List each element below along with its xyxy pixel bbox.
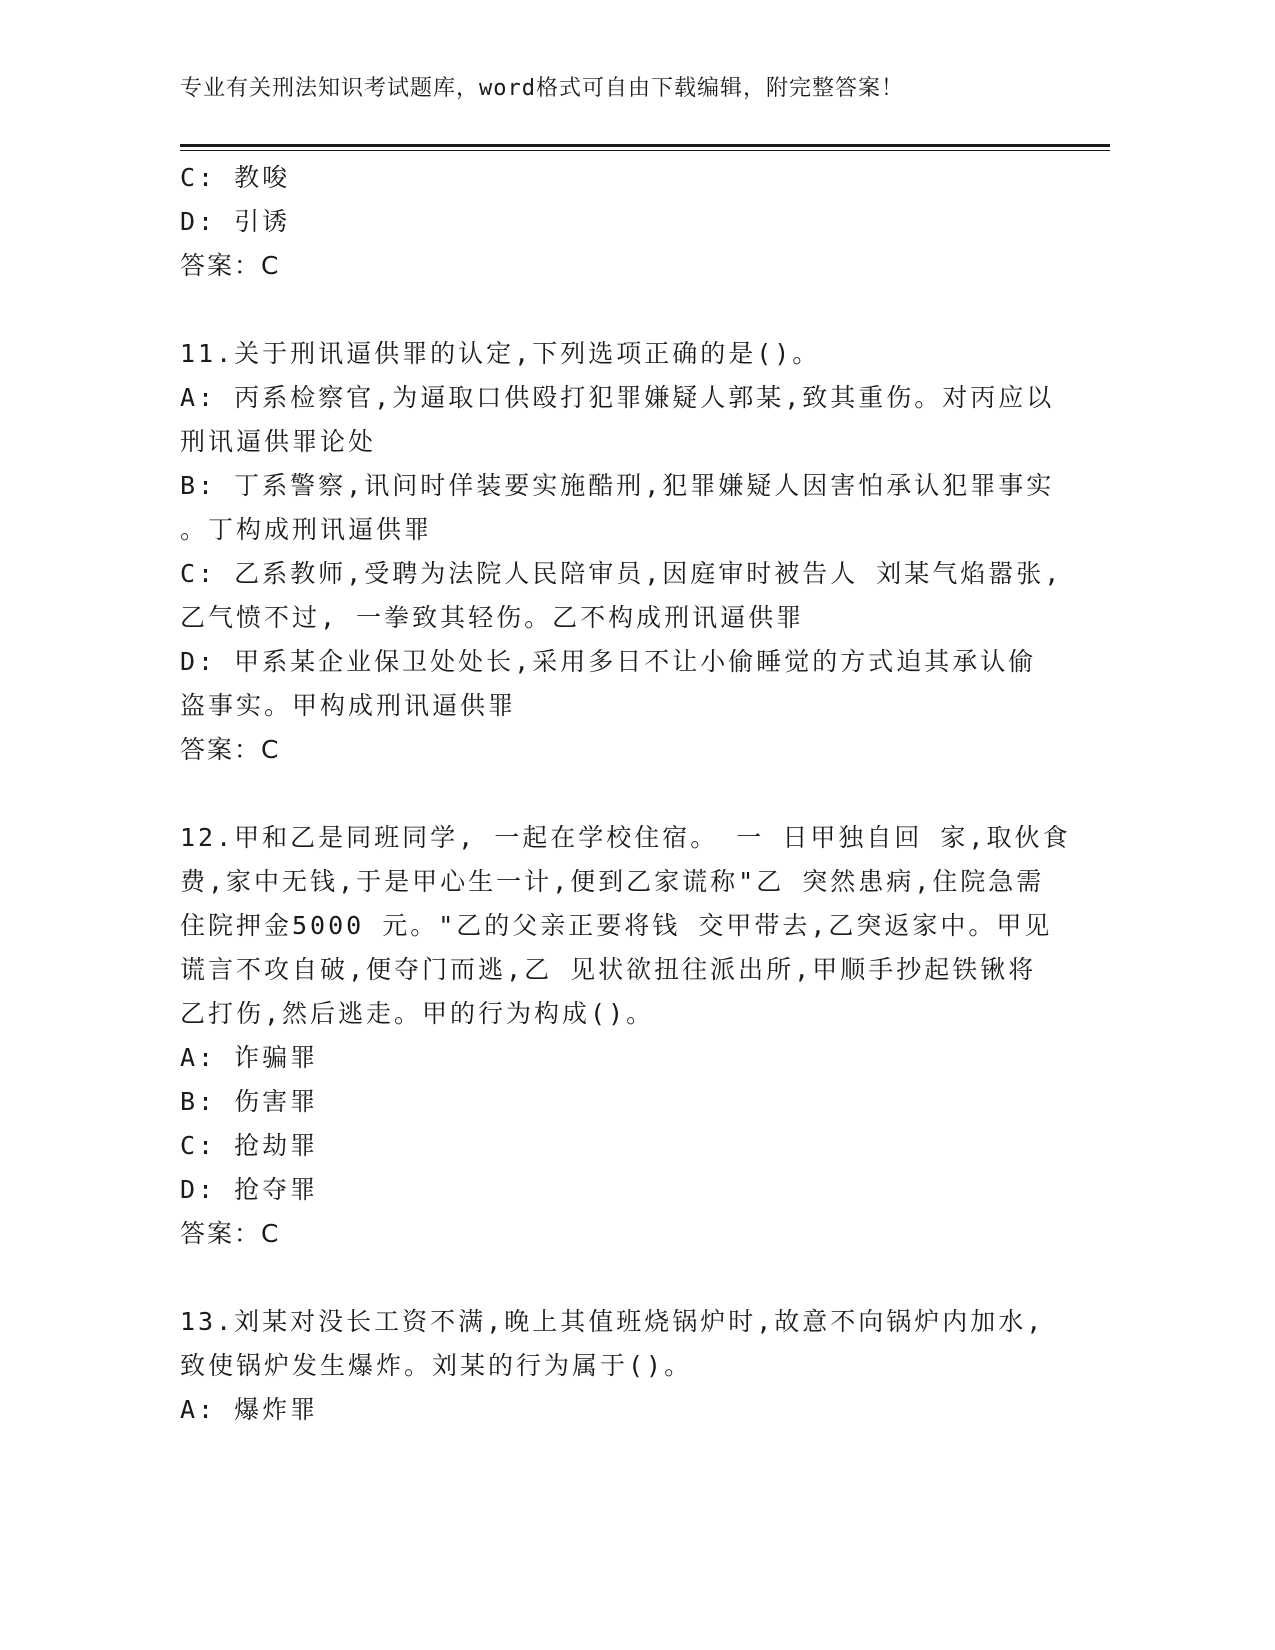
option-b-line-1: B: 丁系警察,讯问时佯装要实施酷刑,犯罪嫌疑人因害怕承认犯罪事实 [180,471,1055,500]
option-d-line-2: 盗事实。甲构成刑讯逼供罪 [180,691,517,720]
answer-line: 答案：C [180,1219,281,1248]
question-stem-line-3: 住院押金5000 元。"乙的父亲正要将钱 交甲带去,乙突返家中。甲见 [180,911,1053,940]
question-stem-line-2: 致使锅炉发生爆炸。刘某的行为属于()。 [180,1351,693,1380]
question-stem-line-1: 13.刘某对没长工资不满,晚上其值班烧锅炉时,故意不向锅炉内加水, [180,1307,1045,1336]
question-13 [180,1300,1060,1432]
header-rule-thick [180,144,1110,147]
answer-line: 答案：C [180,735,281,764]
question-11 [180,332,1063,772]
option-c-line-1: C: 乙系教师,受聘为法院人民陪审员,因庭审时被告人 刘某气焰嚣张, [180,559,1063,588]
header-rule-thin [180,150,1110,151]
option-d: D: 引诱 [180,207,291,236]
option-d-line-1: D: 甲系某企业保卫处处长,采用多日不让小偷睡觉的方式迫其承认偷 [180,647,1037,676]
option-c: C: 抢劫罪 [180,1131,319,1160]
question-stem-line-2: 费,家中无钱,于是甲心生一计,便到乙家谎称"乙 突然患病,住院急需 [180,867,1045,896]
option-c: C: 教唆 [180,163,291,192]
spacer [180,288,1060,332]
option-c-line-2: 乙气愤不过, 一拳致其轻伤。乙不构成刑讯逼供罪 [180,603,805,632]
option-a: A: 诈骗罪 [180,1043,319,1072]
option-a-line-2: 刑讯逼供罪论处 [180,427,377,456]
spacer [180,1256,1060,1300]
document-body [180,156,1071,1432]
question-12 [180,816,1071,1256]
option-b-line-2: 。丁构成刑讯逼供罪 [180,515,433,544]
page-header: 专业有关刑法知识考试题库，word格式可自由下载编辑，附完整答案！ [180,76,904,101]
question-stem: 11.关于刑讯逼供罪的认定,下列选项正确的是()。 [180,339,821,368]
option-a-line-1: A: 丙系检察官,为逼取口供殴打犯罪嫌疑人郭某,致其重伤。对丙应以 [180,383,1055,412]
question-stem-line-4: 谎言不攻自破,便夺门而逃,乙 见状欲扭往派出所,甲顺手抄起铁锹将 [180,955,1037,984]
spacer [180,772,1060,816]
question-10-tail [180,156,1060,288]
option-b: B: 伤害罪 [180,1087,319,1116]
option-d: D: 抢夺罪 [180,1175,319,1204]
answer-line: 答案：C [180,251,281,280]
question-stem-line-5: 乙打伤,然后逃走。甲的行为构成()。 [180,999,655,1028]
question-stem-line-1: 12.甲和乙是同班同学, 一起在学校住宿。 一 日甲独自回 家,取伙食 [180,823,1071,852]
option-a: A: 爆炸罪 [180,1395,319,1424]
